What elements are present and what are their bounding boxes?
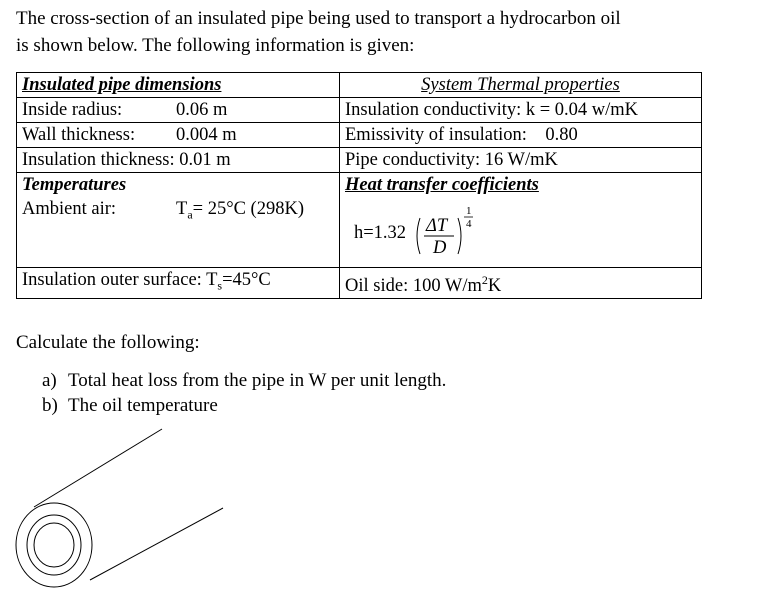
calc-heading: Calculate the following: <box>16 332 200 353</box>
pipe-bottom-edge <box>90 508 223 580</box>
list-item <box>42 393 446 418</box>
table-row <box>17 148 702 173</box>
insulation-thickness-cell <box>17 148 340 173</box>
temperatures-header: Temperatures <box>22 175 127 195</box>
outer-surface-value: =45°C <box>222 270 271 290</box>
properties-header: System Thermal properties <box>421 75 620 95</box>
pipe-conductivity: Pipe conductivity: 16 W/mK <box>345 150 558 170</box>
pipe-conductivity-cell <box>340 148 702 173</box>
inside-radius-label: Inside radius: <box>22 100 123 120</box>
oil-side-suffix: K <box>487 276 502 297</box>
table-row <box>17 98 702 123</box>
oil-side-prefix: Oil side: 100 W/m <box>345 276 482 297</box>
oil-side-superscript: 2 <box>481 273 488 287</box>
table-row <box>17 123 702 148</box>
intro-line-2: is shown below. The following information is given: <box>16 35 415 56</box>
wall-thickness-label: Wall thickness: <box>22 125 136 145</box>
htc-formula <box>354 203 554 265</box>
table-row <box>17 73 702 98</box>
formula-numerator: ΔT <box>426 216 448 236</box>
table-row <box>17 268 702 299</box>
formula-denominator: D <box>433 238 447 258</box>
given-data-table <box>16 72 702 299</box>
htc-header: Heat transfer coefficients <box>345 175 539 195</box>
emissivity-cell <box>340 123 702 148</box>
temperatures-header-cell <box>17 173 340 198</box>
formula-lhs: h=1.32 <box>354 223 407 243</box>
wall-thickness-cell <box>17 123 340 148</box>
insulation-conductivity-cell <box>340 98 702 123</box>
ambient-label: Ambient air: <box>22 199 117 219</box>
inside-radius-cell <box>17 98 340 123</box>
dimensions-header: Insulated pipe dimensions <box>22 75 222 95</box>
intro-line-1: The cross-section of an insulated pipe being used to transport a hydrocarbon oil <box>16 8 621 29</box>
insulation-thickness: Insulation thickness: 0.01 m <box>22 150 231 170</box>
dimensions-header-cell <box>17 73 340 98</box>
right-paren <box>458 218 461 254</box>
oil-side-cell <box>340 268 702 299</box>
emissivity-label: Emissivity of insulation: <box>345 125 527 145</box>
task-b-text: The oil temperature <box>68 395 218 416</box>
outer-surface-prefix: Insulation outer surface: T <box>22 270 218 290</box>
properties-header-cell <box>340 73 702 98</box>
exponent-denominator: 4 <box>466 218 472 230</box>
outer-surface-subscript: s <box>217 278 223 293</box>
left-paren <box>417 218 420 254</box>
problem-intro <box>16 5 716 59</box>
task-list <box>42 368 446 418</box>
ambient-subscript: a <box>187 207 193 222</box>
table-row <box>17 197 702 268</box>
ambient-T: T <box>176 199 188 219</box>
formula-cell <box>340 197 702 268</box>
inside-radius-value: 0.06 m <box>176 100 228 120</box>
emissivity-value: 0.80 <box>545 125 578 145</box>
htc-header-cell <box>340 173 702 198</box>
insulation-conductivity: Insulation conductivity: k = 0.04 w/mK <box>345 100 639 120</box>
ambient-value: = 25°C (298K) <box>192 199 304 219</box>
outer-surface-cell <box>17 268 340 299</box>
task-b-label: b) <box>42 395 58 416</box>
pipe-cross-section-figure <box>10 425 240 605</box>
exponent-numerator: 1 <box>466 205 472 217</box>
table-row <box>17 173 702 198</box>
list-item <box>42 368 446 393</box>
ambient-cell <box>17 197 340 268</box>
pipe-top-edge <box>34 429 162 507</box>
task-a-label: a) <box>42 370 57 391</box>
task-a-text: Total heat loss from the pipe in W per unit length. <box>68 370 447 391</box>
wall-thickness-value: 0.004 m <box>176 125 237 145</box>
